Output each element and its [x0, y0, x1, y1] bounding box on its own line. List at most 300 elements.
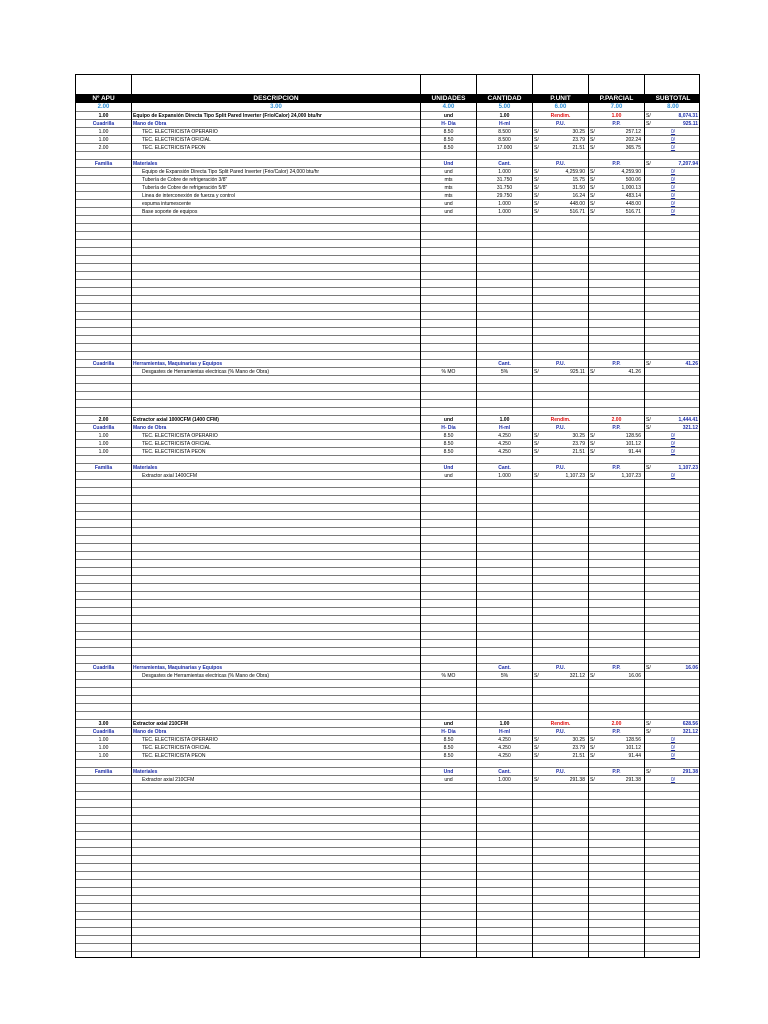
header-row	[76, 94, 699, 103]
pp-label: P.P.	[612, 465, 621, 471]
blank-row	[76, 544, 699, 552]
column-header: Nº APU	[92, 95, 115, 102]
blank-row	[76, 224, 699, 232]
hours-ml: 8.500	[498, 129, 511, 135]
labor-header-row	[76, 728, 699, 736]
blank-row	[76, 352, 699, 360]
material-description: Extractor axial 1400CFM	[142, 473, 198, 479]
subtotal-link: 0/	[670, 193, 676, 199]
und-label: Und	[443, 465, 454, 471]
blank-row	[76, 560, 699, 568]
labor-header-row	[76, 120, 699, 128]
currency-symbol: S/	[590, 177, 595, 183]
currency-symbol: S/	[534, 169, 539, 175]
blank-row	[76, 536, 699, 544]
blank-row	[76, 240, 699, 248]
currency-symbol: S/	[534, 369, 539, 375]
currency-symbol: S/	[646, 425, 651, 431]
rendimiento-value: 1.00	[611, 113, 622, 119]
blank-row	[76, 264, 699, 272]
blank-row	[76, 408, 699, 416]
partial-price: 91.44	[628, 449, 641, 455]
apu-unit: und	[443, 113, 454, 119]
hours-ml: 4.250	[498, 745, 511, 751]
subtotal-link: 0/	[670, 737, 676, 743]
labor-description: TEC. ELECTRICISTA OFICIAL	[142, 745, 211, 751]
blank-row	[76, 600, 699, 608]
material-quantity: 31.750	[496, 177, 513, 183]
pp-label: P.P.	[612, 121, 621, 127]
cuadrilla-label: Cuadrilla	[92, 361, 115, 367]
hours-day: 8.50	[443, 145, 454, 151]
partial-price: 16.06	[628, 673, 641, 679]
partial-price: 101.12	[625, 441, 641, 447]
pp-label: P.P.	[612, 769, 621, 775]
unit-price: 516.71	[569, 209, 585, 215]
blank-row	[76, 312, 699, 320]
material-quantity: 1.000	[498, 169, 511, 175]
column-number: 3.00	[270, 104, 282, 110]
currency-symbol: S/	[590, 777, 595, 783]
material-description: Tubería de Cobre de refrigeración 5/8"	[142, 185, 228, 191]
subtotal-link: 0/	[670, 201, 676, 207]
hours-day: 8.50	[443, 745, 454, 751]
blank-row	[76, 624, 699, 632]
tools-total: 41.26	[685, 361, 698, 367]
apu-description: Extractor axial 1000CFM (1400 CFM)	[133, 417, 219, 423]
materials-header-row	[76, 768, 699, 776]
labor-row	[76, 136, 699, 144]
blank-row	[76, 376, 699, 384]
unit-price: 15.75	[572, 177, 585, 183]
labor-description: TEC. ELECTRICISTA OFICIAL	[142, 441, 211, 447]
blank-row	[76, 336, 699, 344]
currency-symbol: S/	[534, 177, 539, 183]
material-row	[76, 184, 699, 192]
blank-row	[76, 904, 699, 912]
blank-row	[76, 608, 699, 616]
subtotal-link: 0/	[670, 473, 676, 479]
currency-symbol: S/	[534, 473, 539, 479]
blank-row	[76, 320, 699, 328]
apu-subtotal: 8,074.31	[678, 113, 698, 119]
partial-price: 1,107.23	[621, 473, 641, 479]
blank-row	[76, 688, 699, 696]
rendimiento-label: Rendim.	[550, 113, 571, 119]
currency-symbol: S/	[590, 169, 595, 175]
herramientas-label: Herramientas, Maquinarias y Equipos	[133, 665, 223, 671]
blank-row	[76, 928, 699, 936]
partial-price: 4,259.90	[621, 169, 641, 175]
partial-price: 483.14	[625, 193, 641, 199]
cant-label: Cant.	[498, 465, 511, 471]
pu-label: P.U.	[555, 769, 566, 775]
unit-price: 30.25	[572, 433, 585, 439]
labor-total: 321.12	[682, 425, 698, 431]
blank-row	[76, 696, 699, 704]
pu-label: P.U.	[555, 121, 566, 127]
currency-symbol: S/	[534, 673, 539, 679]
material-quantity: 1.000	[498, 209, 511, 215]
unit-price: 30.25	[572, 129, 585, 135]
labor-row	[76, 440, 699, 448]
apu-unit: und	[443, 417, 454, 423]
cant-label: Cant.	[498, 361, 511, 367]
currency-symbol: S/	[590, 129, 595, 135]
blank-row	[76, 392, 699, 400]
labor-description: TEC. ELECTRICISTA OPERARIO	[142, 129, 218, 135]
column-number: 8.00	[667, 104, 679, 110]
blank-row	[76, 760, 699, 768]
material-description: Extractor axial 210CFM	[142, 777, 195, 783]
hours-ml: 17.000	[496, 145, 513, 151]
blank-row	[76, 344, 699, 352]
rendimiento-label: Rendim.	[550, 417, 571, 423]
currency-symbol: S/	[534, 777, 539, 783]
currency-symbol: S/	[534, 449, 539, 455]
material-row	[76, 168, 699, 176]
currency-symbol: S/	[590, 193, 595, 199]
unit-price: 23.79	[572, 441, 585, 447]
subtotal-link: 0/	[670, 169, 676, 175]
currency-symbol: S/	[590, 433, 595, 439]
hours-day: 8.50	[443, 737, 454, 743]
currency-symbol: S/	[590, 473, 595, 479]
currency-symbol: S/	[590, 369, 595, 375]
mano-obra-label: Mano de Obra	[133, 121, 167, 127]
materiales-label: Materiales	[133, 465, 158, 471]
material-quantity: 29.750	[496, 193, 513, 199]
labor-row	[76, 432, 699, 440]
col-divider	[588, 75, 589, 957]
col-divider	[476, 75, 477, 957]
partial-price: 101.12	[625, 745, 641, 751]
blank-row	[76, 576, 699, 584]
material-description: Tubería de Cobre de refrigeración 3/8"	[142, 177, 228, 183]
material-row	[76, 200, 699, 208]
col-divider	[532, 75, 533, 957]
pu-label: P.U.	[555, 361, 566, 367]
blank-row	[76, 888, 699, 896]
blank-row	[76, 552, 699, 560]
unit-price: 321.12	[569, 673, 585, 679]
currency-symbol: S/	[646, 465, 651, 471]
blank-row	[76, 288, 699, 296]
materials-total: 1,107.23	[678, 465, 698, 471]
currency-symbol: S/	[534, 745, 539, 751]
material-unit: mts	[444, 177, 453, 183]
blank-row	[76, 848, 699, 856]
currency-symbol: S/	[534, 129, 539, 135]
currency-symbol: S/	[534, 185, 539, 191]
blank-row	[76, 232, 699, 240]
subtotal-link: 0/	[670, 145, 676, 151]
blank-row	[76, 512, 699, 520]
material-description: espuma intumescente	[142, 201, 191, 207]
subtotal-link: 0/	[670, 177, 676, 183]
labor-description: TEC. ELECTRICISTA PEON	[142, 449, 206, 455]
column-number: 4.00	[442, 104, 455, 110]
material-description: Linea de interconexión de fuerza y control	[142, 193, 235, 199]
currency-symbol: S/	[590, 185, 595, 191]
col-divider	[644, 75, 645, 957]
crew-count: 1.00	[98, 441, 109, 447]
column-header: P.UNIT	[550, 95, 571, 102]
blank-row	[76, 384, 699, 392]
unit-price: 16.24	[572, 193, 585, 199]
blank-row	[76, 592, 699, 600]
crew-count: 2.00	[98, 145, 109, 151]
familia-label: Familia	[94, 465, 113, 471]
currency-symbol: S/	[590, 201, 595, 207]
column-number: 7.00	[610, 104, 623, 110]
blank-row	[76, 656, 699, 664]
labor-header-row	[76, 424, 699, 432]
crew-count: 1.00	[98, 449, 109, 455]
material-quantity: 31.750	[496, 185, 513, 191]
blank-row	[76, 640, 699, 648]
column-header: DESCRIPCION	[253, 95, 299, 102]
unit-price: 21.51	[572, 753, 585, 759]
material-quantity: 1.000	[498, 473, 511, 479]
currency-symbol: S/	[646, 121, 651, 127]
currency-symbol: S/	[590, 673, 595, 679]
blank-row	[76, 912, 699, 920]
blank-row	[76, 896, 699, 904]
crew-count: 1.00	[98, 129, 109, 135]
column-number: 6.00	[554, 104, 567, 110]
currency-symbol: S/	[646, 361, 651, 367]
apu-quantity: 1.00	[499, 113, 510, 119]
pct-mo-label: % MO	[441, 369, 456, 375]
col-divider	[420, 75, 421, 957]
column-number-row	[76, 103, 699, 112]
hml-label: H-ml	[498, 121, 511, 127]
blank-row	[76, 216, 699, 224]
blank-row	[76, 520, 699, 528]
pp-label: P.P.	[612, 161, 621, 167]
cant-label: Cant.	[498, 665, 511, 671]
labor-description: TEC. ELECTRICISTA PEON	[142, 145, 206, 151]
tools-description: Desgastes de Herramientas electricas (% Mano de Obra)	[142, 369, 269, 375]
tools-header-row	[76, 360, 699, 368]
blank-row	[76, 784, 699, 792]
blank-row	[76, 152, 699, 160]
pu-label: P.U.	[555, 161, 566, 167]
pct-value: 5%	[500, 673, 509, 679]
currency-symbol: S/	[534, 737, 539, 743]
cuadrilla-label: Cuadrilla	[92, 665, 115, 671]
apu-description: Equipo de Expansión Directa Tipo Split Pared Inverter (Frio/Calor) 24,000 btu/hr	[133, 113, 322, 119]
blank-row	[76, 328, 699, 336]
partial-price: 41.26	[628, 369, 641, 375]
crew-count: 1.00	[98, 753, 109, 759]
currency-symbol: S/	[534, 193, 539, 199]
rendimiento-label: Rendim.	[550, 721, 571, 727]
currency-symbol: S/	[590, 737, 595, 743]
apu-unit: und	[443, 721, 454, 727]
blank-row	[76, 680, 699, 688]
subtotal-link: 0/	[670, 185, 676, 191]
labor-row	[76, 752, 699, 760]
currency-symbol: S/	[646, 417, 651, 423]
tools-header-row	[76, 664, 699, 672]
blank-row	[76, 704, 699, 712]
blank-row	[76, 936, 699, 944]
subtotal-link: 0/	[670, 745, 676, 751]
subtotal-link: 0/	[670, 137, 676, 143]
unit-price: 23.79	[572, 745, 585, 751]
hours-ml: 4.250	[498, 441, 511, 447]
currency-symbol: S/	[590, 209, 595, 215]
blank-row	[76, 856, 699, 864]
subtotal-link: 0/	[670, 753, 676, 759]
materiales-label: Materiales	[133, 769, 158, 775]
unit-price: 4,259.90	[565, 169, 585, 175]
material-unit: und	[444, 777, 453, 783]
hours-day: 8.50	[443, 137, 454, 143]
blank-row	[76, 840, 699, 848]
currency-symbol: S/	[534, 753, 539, 759]
labor-description: TEC. ELECTRICISTA PEON	[142, 753, 206, 759]
currency-symbol: S/	[646, 161, 651, 167]
materials-header-row	[76, 160, 699, 168]
apu-number: 2.00	[98, 417, 109, 423]
labor-total: 321.12	[682, 729, 698, 735]
apu-subtotal: 1,444.41	[678, 417, 698, 423]
hours-ml: 4.250	[498, 737, 511, 743]
mano-obra-label: Mano de Obra	[133, 425, 167, 431]
pp-label: P.P.	[612, 665, 621, 671]
material-description: Base soporte de equipos	[142, 209, 198, 215]
blank-row	[76, 864, 699, 872]
currency-symbol: S/	[534, 209, 539, 215]
blank-row	[76, 456, 699, 464]
apu-title-row	[76, 112, 699, 120]
currency-symbol: S/	[534, 441, 539, 447]
cant-label: Cant.	[498, 769, 511, 775]
hml-label: H-ml	[498, 729, 511, 735]
hours-ml: 8.500	[498, 137, 511, 143]
und-label: Und	[443, 769, 454, 775]
unit-price: 31.50	[572, 185, 585, 191]
subtotal-link: 0/	[670, 209, 676, 215]
blank-row	[76, 496, 699, 504]
rendimiento-value: 2.00	[611, 417, 622, 423]
blank-row	[76, 504, 699, 512]
blank-row	[76, 808, 699, 816]
cuadrilla-label: Cuadrilla	[92, 729, 115, 735]
currency-symbol: S/	[534, 145, 539, 151]
material-unit: und	[444, 473, 453, 479]
tools-total: 16.06	[685, 665, 698, 671]
blank-row	[76, 712, 699, 720]
blank-row	[76, 568, 699, 576]
blank-row	[76, 632, 699, 640]
blank-row	[76, 296, 699, 304]
labor-description: TEC. ELECTRICISTA OPERARIO	[142, 737, 218, 743]
subtotal-link: 0/	[670, 777, 676, 783]
subtotal-link: 0/	[670, 433, 676, 439]
labor-description: TEC. ELECTRICISTA OFICIAL	[142, 137, 211, 143]
blank-row	[76, 616, 699, 624]
currency-symbol: S/	[646, 721, 651, 727]
labor-row	[76, 744, 699, 752]
currency-symbol: S/	[590, 137, 595, 143]
labor-row	[76, 144, 699, 152]
hours-day: 8.50	[443, 449, 454, 455]
material-row	[76, 208, 699, 216]
pu-label: P.U.	[555, 729, 566, 735]
unit-price: 448.00	[569, 201, 585, 207]
blank-row	[76, 944, 699, 952]
material-unit: und	[444, 209, 453, 215]
blank-row	[76, 584, 699, 592]
subtotal-link: 0/	[670, 129, 676, 135]
hours-ml: 4.250	[498, 753, 511, 759]
partial-price: 500.06	[625, 177, 641, 183]
mano-obra-label: Mano de Obra	[133, 729, 167, 735]
hours-day: 8.50	[443, 441, 454, 447]
hours-day: 8.50	[443, 129, 454, 135]
pct-value: 5%	[500, 369, 509, 375]
currency-symbol: S/	[646, 665, 651, 671]
blank-row	[76, 800, 699, 808]
partial-price: 91.44	[628, 753, 641, 759]
blank-row	[76, 872, 699, 880]
partial-price: 202.24	[625, 137, 641, 143]
material-row	[76, 192, 699, 200]
column-header: SUBTOTAL	[655, 95, 691, 102]
material-row	[76, 776, 699, 784]
currency-symbol: S/	[590, 441, 595, 447]
pu-label: P.U.	[555, 665, 566, 671]
blank-row	[76, 272, 699, 280]
apu-quantity: 1.00	[499, 417, 510, 423]
currency-symbol: S/	[590, 449, 595, 455]
materials-header-row	[76, 464, 699, 472]
column-header: UNIDADES	[431, 95, 466, 102]
partial-price: 128.56	[625, 433, 641, 439]
pu-label: P.U.	[555, 425, 566, 431]
unit-price: 23.79	[572, 137, 585, 143]
blank-row	[76, 648, 699, 656]
blank-row	[76, 832, 699, 840]
column-number: 5.00	[498, 104, 511, 110]
unit-price: 21.51	[572, 449, 585, 455]
currency-symbol: S/	[534, 201, 539, 207]
crew-count: 1.00	[98, 433, 109, 439]
currency-symbol: S/	[646, 769, 651, 775]
column-header: P.PARCIAL	[599, 95, 634, 102]
blank-row	[76, 920, 699, 928]
blank-row	[76, 880, 699, 888]
labor-row	[76, 736, 699, 744]
hours-ml: 4.250	[498, 433, 511, 439]
labor-row	[76, 448, 699, 456]
hours-day: 8.50	[443, 753, 454, 759]
currency-symbol: S/	[590, 745, 595, 751]
material-unit: und	[444, 169, 453, 175]
tools-description: Desgastes de Herramientas electricas (% Mano de Obra)	[142, 673, 269, 679]
blank-row	[76, 280, 699, 288]
labor-description: TEC. ELECTRICISTA OPERARIO	[142, 433, 218, 439]
rendimiento-value: 2.00	[611, 721, 622, 727]
cuadrilla-label: Cuadrilla	[92, 425, 115, 431]
familia-label: Familia	[94, 161, 113, 167]
tools-row	[76, 368, 699, 376]
partial-price: 1,000.13	[621, 185, 641, 191]
